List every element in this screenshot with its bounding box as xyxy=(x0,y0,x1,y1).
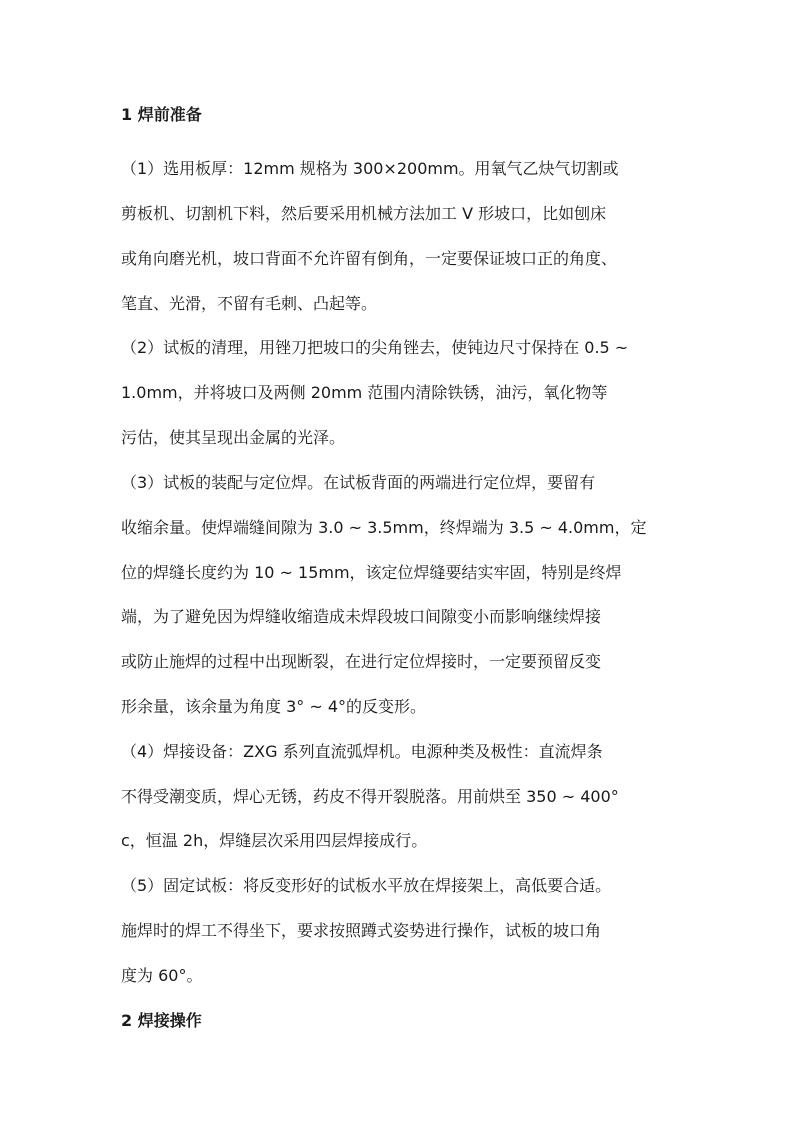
paragraph-3-line-6: 形余量，该余量为角度 3° ~ 4°的反变形。 xyxy=(121,697,427,716)
paragraph-1-line-4: 笔直、光滑，不留有毛刺、凸起等。 xyxy=(121,294,378,313)
paragraph-5-line-2: 施焊时的焊工不得坐下，要求按照蹲式姿势进行操作，试板的坡口角 xyxy=(121,921,602,940)
paragraph-3-line-3: 位的焊缝长度约为 10 ~ 15mm，该定位焊缝要结实牢固，特别是终焊 xyxy=(121,563,622,582)
paragraph-3-line-5: 或防止施焊的过程中出现断裂，在进行定位焊接时，一定要预留反变 xyxy=(121,652,602,671)
paragraph-4-line-3: c，恒温 2h，焊缝层次采用四层焊接成行。 xyxy=(121,831,428,850)
section-heading-2: 2 焊接操作 xyxy=(121,1011,202,1030)
section-heading-1: 1 焊前准备 xyxy=(121,105,202,124)
paragraph-2-line-1: （2）试板的清理，用锉刀把坡口的尖角锉去，使钝边尺寸保持在 0.5 ~ xyxy=(121,338,629,357)
paragraph-4-line-1: （4）焊接设备：ZXG 系列直流弧焊机。电源种类及极性：直流焊条 xyxy=(121,742,603,761)
paragraph-3-line-1: （3）试板的装配与定位焊。在试板背面的两端进行定位焊，要留有 xyxy=(121,473,596,492)
paragraph-1-line-1: （1）选用板厚：12mm 规格为 300×200mm。用氧气乙炔气切割或 xyxy=(121,159,619,178)
paragraph-1-line-3: 或角向磨光机，坡口背面不允许留有倒角，一定要保证坡口正的角度、 xyxy=(121,249,618,268)
paragraph-3-line-4: 端，为了避免因为焊缝收缩造成未焊段坡口间隙变小而影响继续焊接 xyxy=(121,607,602,626)
paragraph-5-line-1: （5）固定试板：将反变形好的试板水平放在焊接架上，高低要合适。 xyxy=(121,876,612,895)
paragraph-1-line-2: 剪板机、切割机下料，然后要采用机械方法加工 V 形坡口，比如刨床 xyxy=(121,204,607,223)
paragraph-2-line-2: 1.0mm，并将坡口及两侧 20mm 范围内清除铁锈，油污，氧化物等 xyxy=(121,383,608,402)
paragraph-3-line-2: 收缩余量。使焊端缝间隙为 3.0 ~ 3.5mm，终焊端为 3.5 ~ 4.0mm，定 xyxy=(121,518,647,537)
paragraph-2-line-3: 污估，使其呈现出金属的光泽。 xyxy=(121,428,346,447)
paragraph-4-line-2: 不得受潮变质，焊心无锈，药皮不得开裂脱落。用前烘至 350 ~ 400° xyxy=(121,787,619,806)
paragraph-5-line-3: 度为 60°。 xyxy=(121,966,203,985)
